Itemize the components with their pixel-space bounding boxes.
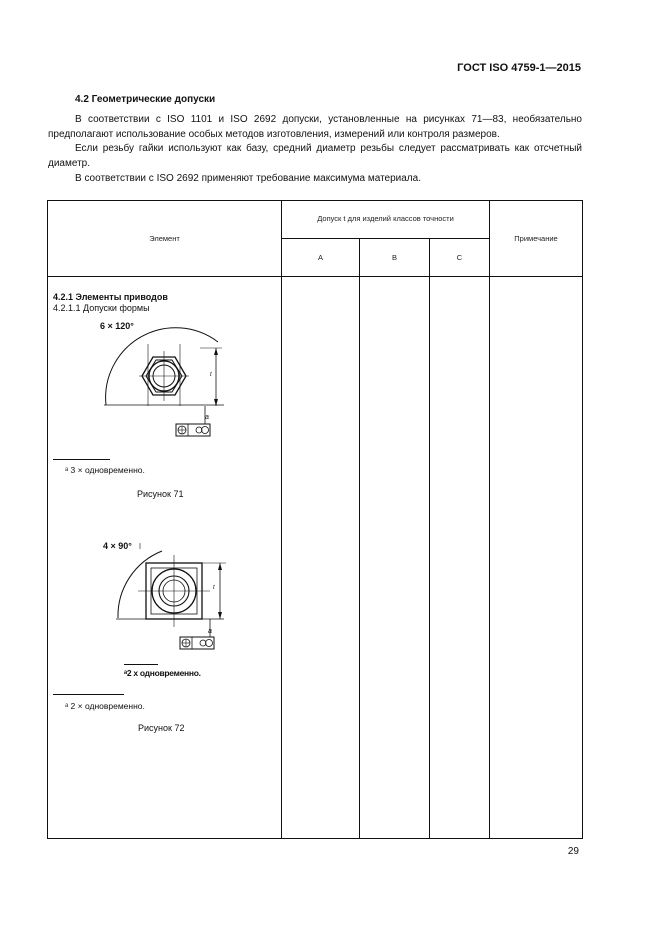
- figure-72-drawing: [100, 535, 250, 655]
- figure-71-caption: Рисунок 71: [137, 489, 184, 499]
- figure-72-angle-label: 4 × 90°: [103, 541, 132, 551]
- document-code: ГОСТ ISO 4759-1—2015: [457, 62, 581, 74]
- figure-71-drawing: [90, 318, 250, 448]
- paragraph-1: В соответствии с ISO 1101 и ISO 2692 допуски, установленные на рисунках 71—83, необязательно предполагают использование особых методов изготовления, измерений или контроля размеров.: [48, 114, 582, 140]
- header-tolerance: Допуск t для изделий классов точности: [317, 214, 454, 223]
- figure-71-t-label: t: [210, 372, 212, 378]
- figure-72-caption: Рисунок 72: [138, 723, 185, 733]
- header-element: Элемент: [149, 234, 180, 243]
- figure-71-angle-label: 6 × 120°: [100, 321, 134, 331]
- figure-71-a-label: a: [205, 414, 209, 421]
- subsection-subtitle: 4.2.1.1 Допуски формы: [53, 303, 150, 313]
- figure-72-a-label: a: [208, 628, 212, 635]
- figure-72-t-label: t: [213, 585, 215, 591]
- page-number: 29: [567, 846, 579, 857]
- figure-72-inline-note: ᵃ2 x одновременно.: [124, 668, 201, 678]
- inline-note-rule-72: [124, 664, 158, 665]
- footnote-rule-72: [53, 694, 124, 695]
- subsection-title: 4.2.1 Элементы приводов: [53, 292, 168, 302]
- footnote-rule-71: [53, 459, 110, 460]
- figure-71-footnote: ᵃ 3 × одновременно.: [65, 465, 145, 475]
- paragraph-2: Если резьбу гайки используют как базу, средний диаметр резьбы следует рассматривать как отсчетный диаметр.: [48, 143, 582, 169]
- figure-72-footnote: ᵃ 2 × одновременно.: [65, 701, 145, 711]
- section-title: 4.2 Геометрические допуски: [75, 94, 216, 105]
- header-class-b: B: [391, 253, 397, 262]
- paragraph-3: В соответствии с ISO 2692 применяют требование максимума материала.: [75, 173, 421, 184]
- header-class-a: A: [317, 253, 323, 262]
- header-class-c: C: [456, 253, 463, 262]
- header-note: Примечание: [514, 234, 558, 243]
